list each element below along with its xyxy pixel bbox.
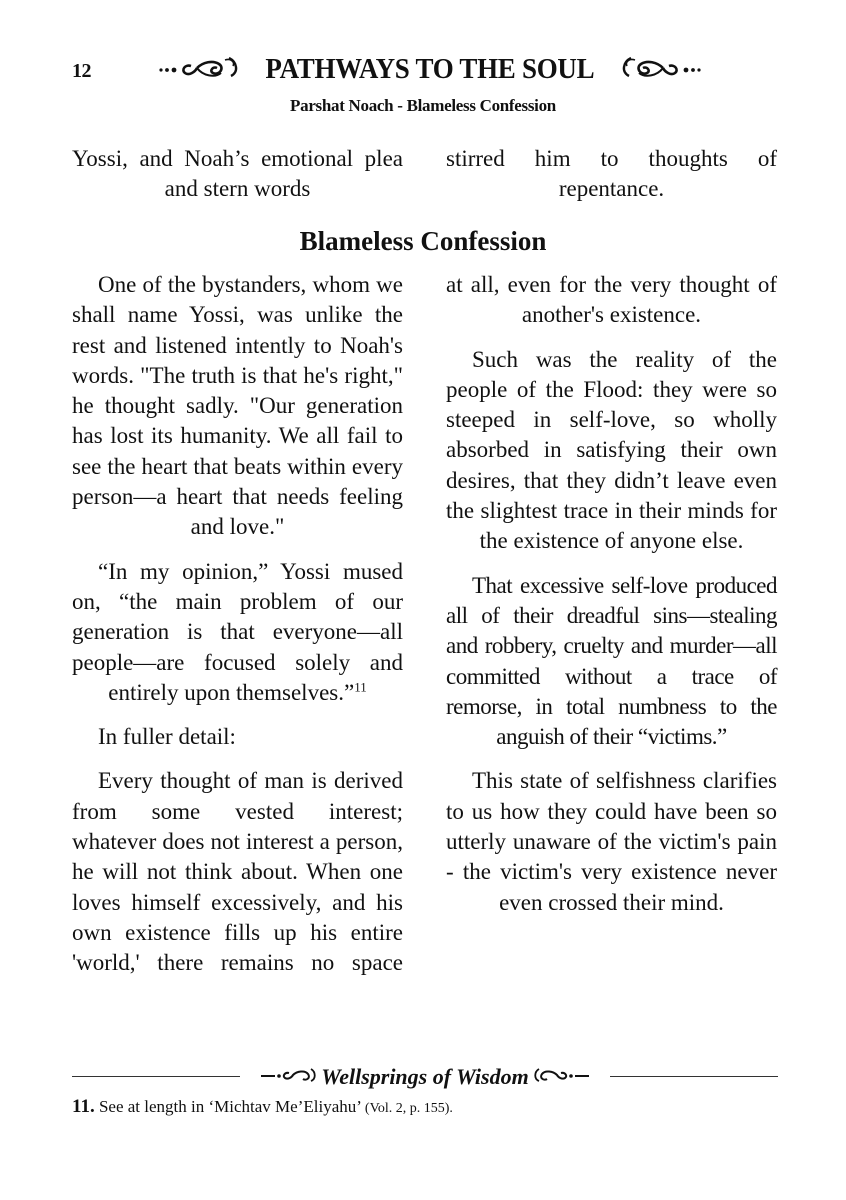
continuation-left [72, 144, 403, 219]
continuation-left-text: Yossi, and Noah’s emotional plea and stern words [72, 146, 403, 202]
paragraph: This state of selfishness clarifies to us how they could have been so utterly unaware of the victim's pain - the victim's very existence never even crossed their mind. [446, 768, 777, 915]
paragraph: at all, even for the very thought of another's existence. [446, 272, 777, 328]
paragraph: Every thought of man is derived from some vested interest; whatever does not interest a person, he will not think about. When one loves himself excessively, and his own existence fills up his entire 'world,' there remains no space [72, 768, 403, 976]
right-column [446, 270, 777, 932]
paragraph-with-footnote [72, 557, 403, 708]
paragraph: That excessive self-love produced all of their dreadful sins—stealing and robbery, cruelty and murder—all committed without a trace of remorse, in total numbness to the anguish of their “victims.” [446, 572, 777, 750]
ornament-scroll-left-icon [261, 1066, 317, 1089]
continuation-right-text: stirred him to thoughts of repentance. [446, 146, 777, 202]
running-title [130, 50, 730, 88]
ornament-scroll-right-icon [613, 54, 703, 85]
paragraph: Such was the reality of the people of the Flood: they were so steeped in self-love, so wholly absorbed in satisfying their own desires, that they didn’t leave even the slightest trace in their minds for the existence of anyone else. [446, 346, 777, 554]
footer-banner [240, 1062, 610, 1092]
ornament-scroll-right-icon [533, 1066, 589, 1089]
footnote-reference[interactable]: 11 [354, 679, 367, 695]
continuation-right [446, 144, 777, 219]
footnote-text: See at length in ‘Michtav Me’Eliyahu’ [98, 1097, 361, 1116]
page-number: 12 [72, 60, 91, 82]
footnote [72, 1096, 453, 1118]
footnote-citation: (Vol. 2, p. 155). [364, 1101, 453, 1116]
footnote-number: 11. [72, 1096, 95, 1117]
running-title-text: PATHWAYS TO THE SOUL [265, 52, 595, 85]
chapter-subtitle: Parshat Noach - Blameless Confession [290, 96, 556, 115]
paragraph: One of the bystanders, whom we shall name Yossi, was unlike the rest and listened intently to Noah's words. "The truth is that he's right," he thought sadly. "Our generation has lost its humanity. We all fail to see the heart that beats within every person—a heart that needs feeling and love." [72, 272, 403, 540]
footer-banner-text: Wellsprings of Wisdom [321, 1064, 529, 1089]
section-heading: Blameless Confession [299, 226, 547, 256]
ornament-scroll-left-icon [157, 54, 247, 85]
left-column [72, 270, 403, 993]
paragraph-text: “In my opinion,” Yossi mused on, “the main problem of our generation is that everyone—all people—are focused solely and entirely upon themselves.” [72, 558, 403, 705]
paragraph: In fuller detail: [98, 724, 236, 750]
